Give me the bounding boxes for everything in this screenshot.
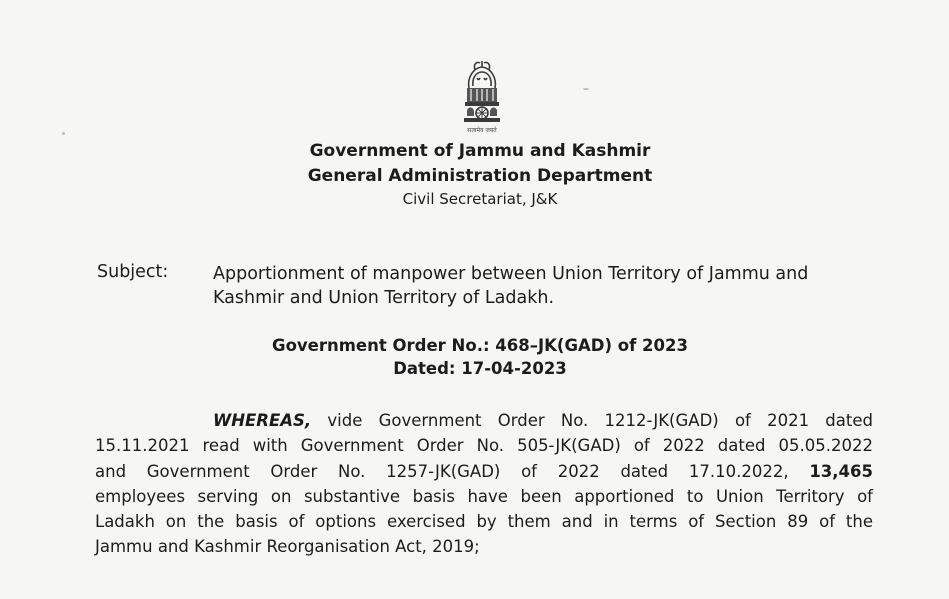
whereas-keyword: WHEREAS,	[213, 411, 312, 430]
scan-speck	[583, 88, 589, 90]
body-line-1	[95, 408, 873, 433]
body-line-6: Jammu and Kashmir Reorganisation Act, 2019;	[95, 537, 480, 557]
government-title: Government of Jammu and Kashmir	[309, 141, 651, 161]
employee-count: 13,465	[809, 461, 873, 481]
subject-label: Subject:	[97, 262, 169, 282]
order-number: Government Order No.: 468–JK(GAD) of 2023	[272, 336, 688, 355]
body-line-3	[95, 459, 873, 484]
body-line-4: employees serving on substantive basis have been apportioned to Union Territory of	[95, 486, 873, 506]
subject-line-2: Kashmir and Union Territory of Ladakh.	[213, 288, 555, 308]
scan-speck	[62, 132, 65, 135]
subject-line-1: Apportionment of manpower between Union Territory of Jammu and	[213, 264, 809, 284]
body-line-5: Ladakh on the basis of options exercised by them and in terms of Section 89 of the	[95, 512, 873, 532]
body-line-2: 15.11.2021 read with Government Order No. 505-JK(GAD) of 2022 dated 05.05.2022	[95, 436, 873, 456]
order-date: Dated: 17-04-2023	[393, 359, 567, 378]
national-emblem-icon	[455, 58, 509, 134]
department-title: General Administration Department	[307, 166, 653, 186]
body-line-1-text: vide Government Order No. 1212-JK(GAD) of 2021 dated	[327, 411, 873, 430]
emblem-caption: सत्यमेव जयते	[467, 127, 497, 134]
office-address: Civil Secretariat, J&K	[402, 190, 558, 208]
subject-text	[213, 262, 883, 310]
order-body-paragraph	[95, 408, 873, 560]
body-line-3-text: and Government Order No. 1257-JK(GAD) of 2022 dated 17.10.2022,	[95, 461, 789, 481]
